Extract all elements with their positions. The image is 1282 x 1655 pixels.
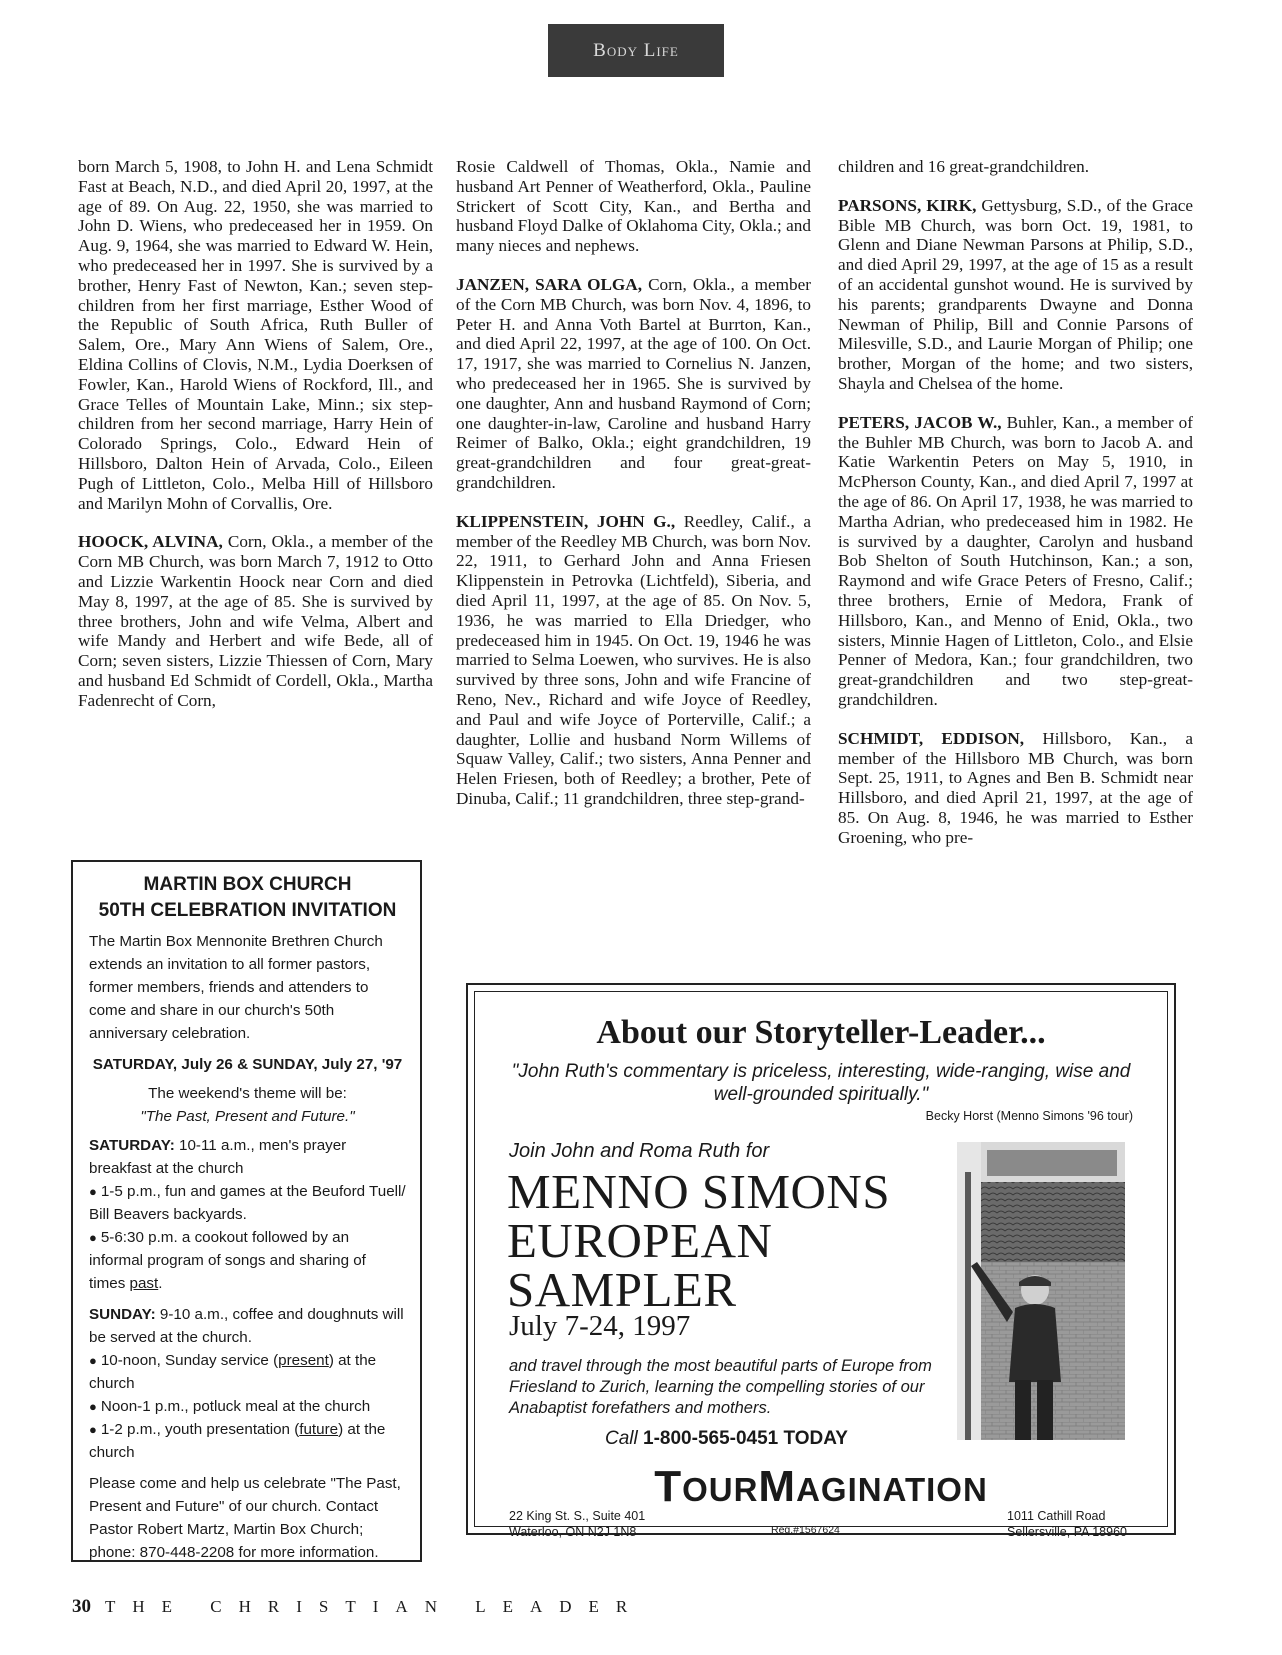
ad-quote: "John Ruth's commentary is priceless, interesting, wide-ranging, wise and well-grounded spiritually.": [511, 1061, 1131, 1105]
obituary-paragraph: KLIPPENSTEIN, JOHN G., Reedley, Calif., a member of the Reedley MB Church, was born Nov. 22, 1911, to Gerhard John and Anna Friesen Klippenstein in Petrovka (Lichtfeld), Siberia, and died April 11, 1997, at the age of 85. On Nov. 5, 1936, he was married to Ella Driedger, who predeceased him in 1945. On Oct. 19, 1946 he was married to Selma Loewen, who survives. He is also survived by three sons, John and wife Francine of Reno, Nev., Richard and wife Joyce of Reedley, and Paul and wife Joyce of Porterville, Calif.; a daughter, Lollie and husband Norm Willems of Squaw Valley, Calif.; two sisters, Anna Penner and Helen Friesen, both of Reedley; a brother, Pete of Dinuba, Calif.; 11 grandchildren, three step-grand-: [456, 511, 811, 808]
obituary-paragraph: born March 5, 1908, to John H. and Lena Schmidt Fast at Beach, N.D., and died April 20, 1997, at the age of 89. On Aug. 22, 1950, she was married to John D. Wiens, who predeceased her in 1959. On Aug. 9, 1964, she was married to Edward W. Hein, who predeceased her in 1997. She is survived by a brother, Henry Fast of Newton, Kan.; seven step-children from her first marriage, Esther Wood of the Republic of South Africa, Ruth Buller of Salem, Ore., Mary Ann Wiens of Salem, Ore., Eldina Collins of Clovis, N.M., Lydia Doerksen of Fowler, Kan., Harold Wiens of Rockford, Ill., and Grace Telles of Mountain Lake, Minn.; six step-children from her second marriage, Harry Hein of Colorado Springs, Colo., Edward Hein of Hillsboro, Dalton Hein of Arvada, Colo., Eileen Pugh of Littleton, Colo., Melba Hill of Hillsboro and Marilyn Mohn of Corvallis, Ore.: [78, 157, 433, 513]
invitation-title: MARTIN BOX CHURCH 50TH CELEBRATION INVITATION: [98, 874, 397, 921]
invitation-theme: The weekend's theme will be: "The Past, Present and Future.": [140, 1085, 355, 1125]
invitation-dates: SATURDAY, July 26 & SUNDAY, July 27, '97: [92, 1056, 403, 1073]
obituary-paragraph: Rosie Caldwell of Thomas, Okla., Namie and husband Art Penner of Weatherford, Okla., Pauline Strickert of Scott City, Kan., and Bertha and husband Floyd Dalke of Oklahoma City, Okla.; and many nieces and nephews.: [456, 157, 811, 256]
invitation-closing: Please come and help us celebrate "The Past, Present and Future" of our church. Contact Pastor Robert Martz, Martin Box Church; phone: 870-448-2208 for more information.: [89, 1475, 401, 1561]
obituary-paragraph: SCHMIDT, EDDISON, Hillsboro, Kan., a member of the Hillsboro MB Church, was born Sept. 25, 1911, to Agnes and Ben B. Schmidt near Hillsboro, and died April 21, 1997, at the age of 85. On Aug. 8, 1946, he was married to Esther Groening, who pre-: [838, 728, 1194, 847]
tour-advertisement: [466, 983, 1176, 1539]
tourmagination-logo: TOURMAGINATION: [654, 1462, 988, 1511]
ad-attribution: Becky Horst (Menno Simons '96 tour): [925, 1109, 1133, 1123]
obituary-paragraph: PETERS, JACOB W., Buhler, Kan., a member of the Buhler MB Church, was born to Jacob A. and Katie Warkentin Peters on May 5, 1910, in McPherson County, Kan., and died April 7, 1997 at the age of 86. On April 17, 1938, he was married to Martha Adrian, who predeceased him in 1982. He is survived by a daughter, Carolyn and husband Bob Shelton of South Hutchinson, Kan.; a son, Raymond and wife Grace Peters of Fresno, Calif.; three brothers, Ernie of Medora, Frank of Hillsboro, Kan., and Menno of Enid, Okla., two sisters, Minnie Hagen of Littleton, Colo., and Elsie Penner of Medora, Kan.; four grandchildren, two great-grandchildren and two step-great-grandchildren.: [838, 412, 1194, 709]
ad-tour-dates: July 7-24, 1997: [509, 1310, 691, 1342]
invitation-box: [71, 860, 422, 1562]
page-number: 30: [72, 1596, 91, 1617]
sunday-schedule: SUNDAY: 9-10 a.m., coffee and doughnuts will be served at the church. ● 10-noon, Sunday service (present) at the church ● Noon-1 p.m., potluck meal at the church ● 1-2 p.m., youth presentation (future) at the church: [89, 1303, 406, 1464]
phone-number: 1-800-565-0451 TODAY: [643, 1428, 848, 1449]
obituary-paragraph: HOOCK, ALVINA, Corn, Okla., a member of the Corn MB Church, was born March 7, 1912 to Otto and Lizzie Warkentin Hoock near Corn and died May 8, 1997, at the age of 85. She is survived by three brothers, John and wife Velma, Albert and wife Mandy and Herbert and wife Bede, all of Corn; seven sisters, Lizzie Thiessen of Corn, Mary and husband Ed Schmidt of Cordell, Okla., Martha Fadenrecht of Corn,: [78, 532, 433, 710]
obituary-name: HOOCK, ALVINA,: [78, 532, 223, 552]
address-sellersville: 1011 Cathill Road Sellersville, PA 18960: [1007, 1509, 1127, 1539]
column-3: [838, 157, 1193, 937]
ad-headline: About our Storyteller-Leader...: [596, 1014, 1046, 1051]
ad-join-line: Join John and Roma Ruth for: [509, 1140, 770, 1162]
obituary-name: PARSONS, KIRK,: [838, 195, 977, 215]
column-2: [456, 157, 811, 937]
obituary-name: SCHMIDT, EDDISON,: [838, 728, 1025, 748]
saturday-schedule: SATURDAY: 10-11 a.m., men's prayer breakfast at the church ● 1-5 p.m., fun and games at the Beuford Tuell/ Bill Beavers backyards. ● 5-6:30 p.m. a cookout followed by an informal program of songs and sharing of times past.: [89, 1134, 406, 1295]
obituary-name: PETERS, JACOB W.,: [838, 412, 1002, 432]
ad-call-line: Call 1-800-565-0451 TODAY: [605, 1428, 848, 1449]
obituary-paragraph: PARSONS, KIRK, Gettysburg, S.D., of the Grace Bible MB Church, was born Oct. 19, 1981, to Glenn and Diane Newman Parsons at Philip, S.D., and died April 29, 1997, at the age of 15 as a result of an accidental gunshot wound. He is survived by his parents; grandparents Dwayne and Donna Newman of Philip, Bill and Connie Parsons of Milesville, S.D., and Laurie Morgan of Philip; one brother, Morgan of the home; and two sisters, Shayla and Chelsea of the home.: [838, 195, 1193, 393]
page-footer: [72, 1596, 644, 1618]
column-1: [78, 157, 433, 827]
registration-number: Reg.#1567624: [771, 1524, 840, 1536]
invitation-intro: The Martin Box Mennonite Brethren Church extends an invitation to all former pastors, former members, friends and attenders to come and share in our church's 50th anniversary celebration.: [89, 933, 383, 1042]
obituary-name: JANZEN, SARA OLGA,: [456, 274, 642, 294]
address-waterloo: 22 King St. S., Suite 401 Waterloo, ON N2J 1N8: [509, 1509, 646, 1539]
ad-travel-text: and travel through the most beautiful parts of Europe from Friesland to Zurich, learning the compelling stories of our Anabaptist forefathers and mothers.: [509, 1357, 932, 1417]
obituary-paragraph: JANZEN, SARA OLGA, Corn, Okla., a member of the Corn MB Church, was born Nov. 4, 1896, to Peter H. and Anna Voth Bartel at Burrton, Kan., and died April 22, 1997, at the age of 100. On Oct. 17, 1917, she was married to Cornelius N. Janzen, who predeceased her in 1965. She is survived by one daughter, Ann and husband Raymond of Corn; one daughter-in-law, Caroline and husband Harry Reimer of Balko, Okla.; eight grandchildren, 19 great-grandchildren and four great-great-grandchildren.: [456, 274, 811, 492]
ad-tour-title: MENNO SIMONS EUROPEAN SAMPLER: [507, 1164, 891, 1317]
obituary-name: KLIPPENSTEIN, JOHN G.,: [456, 511, 676, 531]
obituary-paragraph: children and 16 great-grandchildren.: [838, 157, 1090, 176]
publication-name: THE CHRISTIAN LEADER: [105, 1597, 645, 1616]
man-standing-by-house-photo: [957, 1142, 1125, 1440]
section-tab: Body Life: [548, 24, 724, 77]
